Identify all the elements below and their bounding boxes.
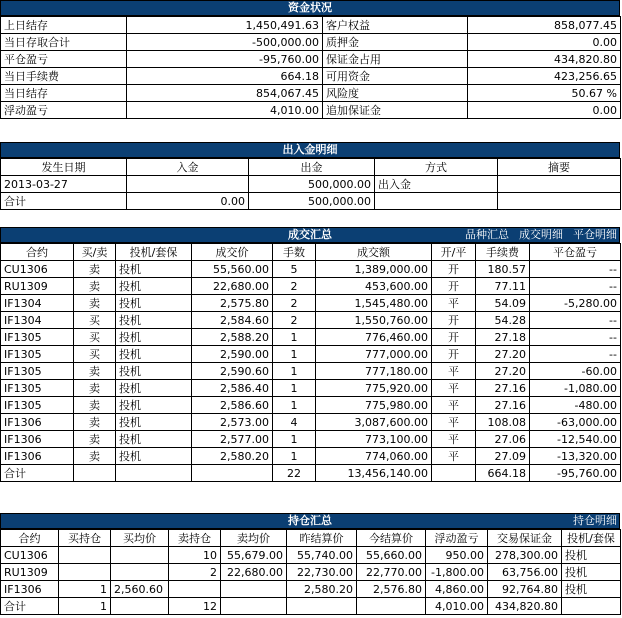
- table-cell: IF1305: [1, 329, 74, 346]
- table-cell: 开: [432, 278, 476, 295]
- table-cell: 775,980.00: [316, 397, 432, 414]
- table-cell: 投机: [116, 397, 192, 414]
- column-header: 买持仓: [59, 530, 111, 547]
- funds-label: 当日存取合计: [1, 34, 127, 51]
- table-cell: --: [530, 278, 621, 295]
- table-cell: 平: [432, 295, 476, 312]
- funds-value: -500,000.00: [127, 34, 323, 51]
- funds-section: [0, 0, 620, 119]
- funds-row: [1, 102, 621, 119]
- funds-value: 1,450,491.63: [127, 17, 323, 34]
- funds-label: 保证金占用: [323, 51, 468, 68]
- table-row: [1, 380, 621, 397]
- table-cell: 买: [74, 329, 116, 346]
- table-cell: 投机: [116, 329, 192, 346]
- column-header: 昨结算价: [287, 530, 357, 547]
- table-cell: 1: [273, 397, 316, 414]
- total-cell: 1: [59, 598, 111, 615]
- column-header: 买均价: [111, 530, 169, 547]
- table-cell: 54.28: [476, 312, 530, 329]
- table-cell: 平: [432, 414, 476, 431]
- table-cell: 1: [273, 329, 316, 346]
- table-cell: 2,588.20: [192, 329, 273, 346]
- table-row: [1, 176, 621, 193]
- table-cell: -1,800.00: [426, 564, 488, 581]
- funds-row: [1, 85, 621, 102]
- total-cell: 12: [169, 598, 221, 615]
- total-cell: -95,760.00: [530, 465, 621, 482]
- table-cell: -13,320.00: [530, 448, 621, 465]
- funds-title-bar: [0, 0, 620, 16]
- table-row: [1, 278, 621, 295]
- funds-value: 423,256.65: [468, 68, 621, 85]
- table-cell: -63,000.00: [530, 414, 621, 431]
- inout-header-row: [1, 159, 621, 176]
- column-header: 手数: [273, 244, 316, 261]
- table-cell: 4: [273, 414, 316, 431]
- table-cell: 774,060.00: [316, 448, 432, 465]
- trades-table: [0, 243, 621, 482]
- positions-section: [0, 513, 620, 615]
- table-cell: IF1306: [1, 414, 74, 431]
- table-cell: 卖: [74, 278, 116, 295]
- funds-label: 客户权益: [323, 17, 468, 34]
- table-cell: 27.09: [476, 448, 530, 465]
- table-cell: 投机: [562, 547, 621, 564]
- table-cell: IF1306: [1, 581, 59, 598]
- table-cell: 776,460.00: [316, 329, 432, 346]
- table-cell: 92,764.80: [488, 581, 562, 598]
- table-cell: 55,740.00: [287, 547, 357, 564]
- positions-table: [0, 529, 621, 615]
- table-row: [1, 547, 621, 564]
- table-cell: [498, 193, 621, 210]
- total-cell: [192, 465, 273, 482]
- column-header: 卖持仓: [169, 530, 221, 547]
- table-cell: 775,920.00: [316, 380, 432, 397]
- total-cell: 4,010.00: [426, 598, 488, 615]
- column-header: 卖均价: [221, 530, 287, 547]
- funds-label: 平仓盈亏: [1, 51, 127, 68]
- table-cell: 22,770.00: [357, 564, 426, 581]
- table-row: [1, 329, 621, 346]
- table-cell: 卖: [74, 295, 116, 312]
- positions-title-bar: [0, 513, 620, 529]
- funds-value: 664.18: [127, 68, 323, 85]
- table-cell: 投机: [116, 261, 192, 278]
- table-cell: -5,280.00: [530, 295, 621, 312]
- table-cell: IF1305: [1, 363, 74, 380]
- table-cell: 1,545,480.00: [316, 295, 432, 312]
- table-cell: 卖: [74, 448, 116, 465]
- funds-label: 追加保证金: [323, 102, 468, 119]
- table-cell: 2,580.20: [287, 581, 357, 598]
- total-cell: 13,456,140.00: [316, 465, 432, 482]
- table-cell: 2: [273, 278, 316, 295]
- table-cell: 开: [432, 346, 476, 363]
- table-cell: 27.16: [476, 380, 530, 397]
- column-header: 今结算价: [357, 530, 426, 547]
- table-cell: 2,586.40: [192, 380, 273, 397]
- funds-label: 质押金: [323, 34, 468, 51]
- table-cell: 投机: [116, 414, 192, 431]
- table-row: [1, 581, 621, 598]
- table-cell: 10: [169, 547, 221, 564]
- table-cell: 2013-03-27: [1, 176, 127, 193]
- table-cell: 投机: [116, 448, 192, 465]
- funds-value: 854,067.45: [127, 85, 323, 102]
- table-cell: IF1305: [1, 346, 74, 363]
- table-cell: 777,000.00: [316, 346, 432, 363]
- funds-row: [1, 34, 621, 51]
- table-cell: RU1309: [1, 564, 59, 581]
- column-header: 交易保证金: [488, 530, 562, 547]
- trades-link-1[interactable]: 成交明细: [519, 228, 563, 241]
- total-row: [1, 465, 621, 482]
- table-cell: 55,660.00: [357, 547, 426, 564]
- table-cell: 5: [273, 261, 316, 278]
- table-cell: 平: [432, 380, 476, 397]
- table-cell: 卖: [74, 380, 116, 397]
- table-cell: 55,560.00: [192, 261, 273, 278]
- funds-value: 434,820.80: [468, 51, 621, 68]
- table-cell: 22,680.00: [192, 278, 273, 295]
- total-cell: [111, 598, 169, 615]
- trades-header-row: [1, 244, 621, 261]
- funds-label: 当日手续费: [1, 68, 127, 85]
- table-cell: --: [530, 329, 621, 346]
- column-header: 摘要: [498, 159, 621, 176]
- table-cell: 3,087,600.00: [316, 414, 432, 431]
- total-cell: [74, 465, 116, 482]
- table-cell: 1,389,000.00: [316, 261, 432, 278]
- table-cell: 77.11: [476, 278, 530, 295]
- table-cell: 合计: [1, 193, 127, 210]
- table-cell: 2: [169, 564, 221, 581]
- table-cell: 2,590.60: [192, 363, 273, 380]
- funds-value: -95,760.00: [127, 51, 323, 68]
- table-cell: 453,600.00: [316, 278, 432, 295]
- column-header: 出金: [249, 159, 375, 176]
- table-cell: 投机: [116, 346, 192, 363]
- table-cell: IF1304: [1, 312, 74, 329]
- table-cell: -480.00: [530, 397, 621, 414]
- table-cell: 卖: [74, 363, 116, 380]
- inout-table: [0, 158, 621, 210]
- funds-value: 0.00: [468, 102, 621, 119]
- table-cell: 2,575.80: [192, 295, 273, 312]
- total-cell: [432, 465, 476, 482]
- trades-title: 成交汇总: [288, 228, 332, 241]
- table-row: [1, 346, 621, 363]
- table-cell: 平: [432, 448, 476, 465]
- funds-value: 858,077.45: [468, 17, 621, 34]
- table-cell: 投机: [562, 564, 621, 581]
- table-cell: IF1306: [1, 431, 74, 448]
- column-header: 买/卖: [74, 244, 116, 261]
- table-cell: 平: [432, 363, 476, 380]
- table-cell: 出入金: [375, 176, 498, 193]
- table-cell: 22,730.00: [287, 564, 357, 581]
- column-header: 发生日期: [1, 159, 127, 176]
- column-header: 开/平: [432, 244, 476, 261]
- table-cell: 950.00: [426, 547, 488, 564]
- table-cell: [59, 547, 111, 564]
- table-cell: 2,586.60: [192, 397, 273, 414]
- table-row: [1, 363, 621, 380]
- funds-value: 50.67 %: [468, 85, 621, 102]
- table-cell: 投机: [116, 278, 192, 295]
- table-row: [1, 397, 621, 414]
- table-cell: 773,100.00: [316, 431, 432, 448]
- table-cell: 2,577.00: [192, 431, 273, 448]
- funds-value: 4,010.00: [127, 102, 323, 119]
- funds-label: 当日结存: [1, 85, 127, 102]
- table-cell: 平: [432, 397, 476, 414]
- table-cell: [169, 581, 221, 598]
- column-header: 成交额: [316, 244, 432, 261]
- table-cell: 1: [273, 380, 316, 397]
- column-header: 平仓盈亏: [530, 244, 621, 261]
- table-cell: 278,300.00: [488, 547, 562, 564]
- table-cell: 500,000.00: [249, 176, 375, 193]
- table-cell: 投机: [116, 312, 192, 329]
- table-cell: 1,550,760.00: [316, 312, 432, 329]
- table-cell: -60.00: [530, 363, 621, 380]
- table-cell: 2,590.00: [192, 346, 273, 363]
- funds-table: [0, 16, 621, 119]
- table-cell: 1: [273, 448, 316, 465]
- table-cell: --: [530, 312, 621, 329]
- positions-link-0[interactable]: 持仓明细: [573, 514, 617, 527]
- table-cell: 开: [432, 261, 476, 278]
- funds-label: 上日结存: [1, 17, 127, 34]
- table-row: [1, 564, 621, 581]
- table-row: [1, 295, 621, 312]
- total-cell: [357, 598, 426, 615]
- funds-row: [1, 17, 621, 34]
- column-header: 手续费: [476, 244, 530, 261]
- table-cell: IF1305: [1, 380, 74, 397]
- table-row: [1, 431, 621, 448]
- table-cell: 27.16: [476, 397, 530, 414]
- total-cell: 合计: [1, 465, 74, 482]
- table-cell: 108.08: [476, 414, 530, 431]
- funds-label: 浮动盈亏: [1, 102, 127, 119]
- table-cell: 卖: [74, 397, 116, 414]
- table-cell: 买: [74, 312, 116, 329]
- table-cell: 2,560.60: [111, 581, 169, 598]
- table-cell: [127, 176, 249, 193]
- total-cell: 合计: [1, 598, 59, 615]
- table-cell: 买: [74, 346, 116, 363]
- total-cell: [562, 598, 621, 615]
- table-cell: 1: [273, 363, 316, 380]
- table-cell: 投机: [562, 581, 621, 598]
- total-row: [1, 598, 621, 615]
- positions-header-row: [1, 530, 621, 547]
- table-cell: 55,679.00: [221, 547, 287, 564]
- total-cell: [221, 598, 287, 615]
- table-cell: 2,573.00: [192, 414, 273, 431]
- table-cell: 27.20: [476, 346, 530, 363]
- table-cell: 2,584.60: [192, 312, 273, 329]
- table-cell: IF1305: [1, 397, 74, 414]
- table-cell: IF1304: [1, 295, 74, 312]
- funds-title: 资金状况: [288, 1, 332, 14]
- table-cell: 投机: [116, 380, 192, 397]
- total-cell: [287, 598, 357, 615]
- positions-links: [563, 514, 617, 528]
- table-cell: 1: [59, 581, 111, 598]
- funds-row: [1, 68, 621, 85]
- funds-row: [1, 51, 621, 68]
- table-cell: [375, 193, 498, 210]
- table-cell: 投机: [116, 431, 192, 448]
- table-cell: IF1306: [1, 448, 74, 465]
- table-cell: 卖: [74, 414, 116, 431]
- table-cell: 63,756.00: [488, 564, 562, 581]
- table-row: [1, 414, 621, 431]
- table-cell: --: [530, 346, 621, 363]
- column-header: 合约: [1, 244, 74, 261]
- total-cell: 664.18: [476, 465, 530, 482]
- column-header: 投机/套保: [116, 244, 192, 261]
- table-cell: 777,180.00: [316, 363, 432, 380]
- trades-links: [455, 228, 617, 242]
- table-row: [1, 261, 621, 278]
- total-cell: 22: [273, 465, 316, 482]
- table-cell: 2,580.20: [192, 448, 273, 465]
- funds-label: 风险度: [323, 85, 468, 102]
- total-cell: 434,820.80: [488, 598, 562, 615]
- table-cell: 2,576.80: [357, 581, 426, 598]
- trades-link-2[interactable]: 平仓明细: [573, 228, 617, 241]
- table-row: [1, 448, 621, 465]
- column-header: 成交价: [192, 244, 273, 261]
- funds-value: 0.00: [468, 34, 621, 51]
- column-header: 入金: [127, 159, 249, 176]
- table-cell: RU1309: [1, 278, 74, 295]
- table-cell: 开: [432, 312, 476, 329]
- table-cell: 22,680.00: [221, 564, 287, 581]
- positions-title: 持仓汇总: [288, 514, 332, 527]
- column-header: 浮动盈亏: [426, 530, 488, 547]
- table-cell: [111, 564, 169, 581]
- table-cell: 投机: [116, 295, 192, 312]
- table-row: [1, 312, 621, 329]
- trades-link-0[interactable]: 品种汇总: [465, 228, 509, 241]
- table-cell: -12,540.00: [530, 431, 621, 448]
- table-cell: 卖: [74, 261, 116, 278]
- table-cell: 4,860.00: [426, 581, 488, 598]
- funds-label: 可用资金: [323, 68, 468, 85]
- trades-section: [0, 227, 620, 482]
- table-cell: [498, 176, 621, 193]
- table-cell: CU1306: [1, 547, 59, 564]
- column-header: 合约: [1, 530, 59, 547]
- inout-title-bar: [0, 142, 620, 158]
- table-cell: 180.57: [476, 261, 530, 278]
- table-cell: [111, 547, 169, 564]
- inout-title: 出入金明细: [282, 143, 338, 156]
- table-cell: 2: [273, 295, 316, 312]
- table-cell: -1,080.00: [530, 380, 621, 397]
- table-cell: 54.09: [476, 295, 530, 312]
- trades-title-bar: [0, 227, 620, 243]
- table-cell: 500,000.00: [249, 193, 375, 210]
- table-cell: 27.18: [476, 329, 530, 346]
- table-cell: 1: [273, 431, 316, 448]
- column-header: 方式: [375, 159, 498, 176]
- table-cell: 27.06: [476, 431, 530, 448]
- table-cell: 卖: [74, 431, 116, 448]
- table-cell: [59, 564, 111, 581]
- table-cell: CU1306: [1, 261, 74, 278]
- column-header: 投机/套保: [562, 530, 621, 547]
- table-cell: --: [530, 261, 621, 278]
- table-cell: 平: [432, 431, 476, 448]
- inout-section: [0, 142, 620, 210]
- table-cell: 开: [432, 329, 476, 346]
- table-cell: 2: [273, 312, 316, 329]
- table-row: [1, 193, 621, 210]
- table-cell: 0.00: [127, 193, 249, 210]
- table-cell: 投机: [116, 363, 192, 380]
- total-cell: [116, 465, 192, 482]
- table-cell: [221, 581, 287, 598]
- table-cell: 27.20: [476, 363, 530, 380]
- table-cell: 1: [273, 346, 316, 363]
